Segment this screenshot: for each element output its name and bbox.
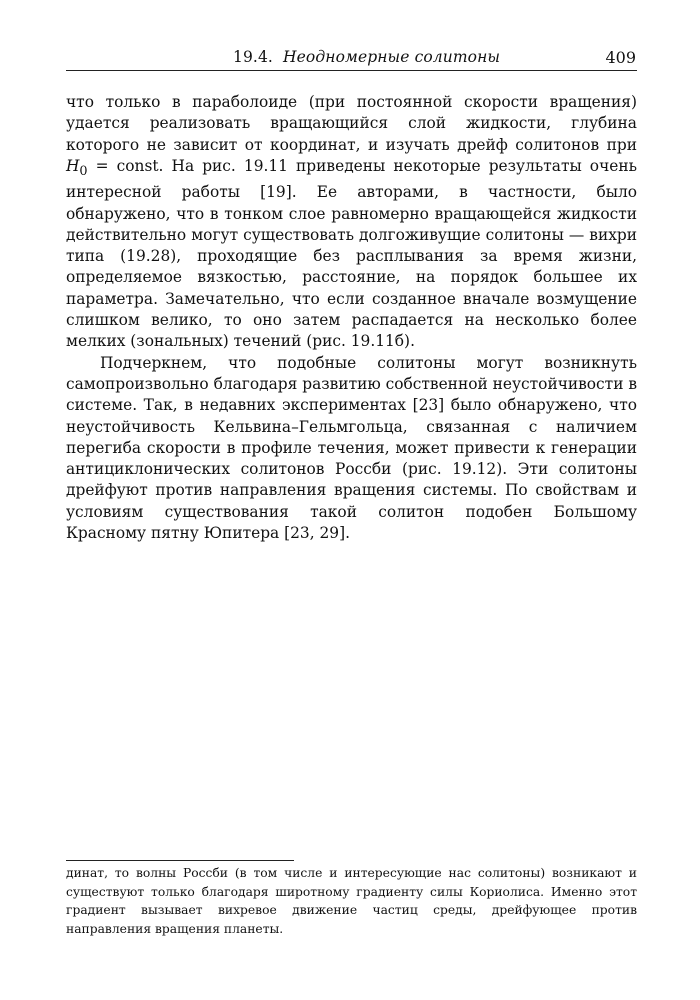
math-subscript: 0	[79, 163, 88, 179]
paragraph-1	[66, 92, 637, 353]
section-number: 19.4.	[233, 48, 273, 66]
footnote	[66, 864, 637, 939]
paragraph-1-part1: что только в параболоиде (при постоянной скорости вращения) удается реализовать вращающийся слой жидкости, глубина которого не зависит от координат, и изучать дрейф солитонов при	[66, 93, 637, 154]
section-title: Неодномерные солитоны	[283, 48, 501, 66]
footnote-rule	[66, 860, 294, 861]
page-number: 409	[605, 48, 636, 67]
section-heading	[233, 48, 500, 66]
main-text	[66, 92, 637, 544]
header-rule	[66, 70, 637, 71]
paragraph-1-part2: = const. На рис. 19.11 приведены некоторые результаты очень интересной работы [19]. Ее авторами, в частности, было обнаружено, что в тонком слое равномерно вращающейся жидкости действительно могут существовать долгоживущие солитоны — вихри типа (19.28), проходящие без расплывания за время жизни, определяемое вязкостью, расстояние, на порядок большее их параметра. Замечательно, что если созданное вначале возмущение слишком велико, то оно затем распадается на несколько более мелких (зональных) течений (рис. 19.11б).	[66, 156, 637, 351]
running-header	[66, 48, 636, 70]
math-var: H	[66, 156, 80, 175]
footnote-text: динат, то волны Россби (в том числе и интересующие нас солитоны) возникают и существуют только благодаря широтному градиенту силы Кориолиса. Именно этот градиент вызывает вихревое движение частиц среды, дрейфующее против направления вращения планеты.	[66, 866, 637, 937]
paragraph-2: Подчеркнем, что подобные солитоны могут возникнуть самопроизвольно благодаря развитию собственной неустойчивости в системе. Так, в недавних экспериментах [23] было обнаружено, что неустойчивость Кельвина–Гельмгольца, связанная с наличием перегиба скорости в профиле течения, может привести к генерации антициклонических солитонов Россби (рис. 19.12). Эти солитоны дрейфуют против направления вращения системы. По свойствам и условиям существования такой солитон подобен Большому Красному пятну Юпитера [23, 29].	[66, 353, 638, 543]
